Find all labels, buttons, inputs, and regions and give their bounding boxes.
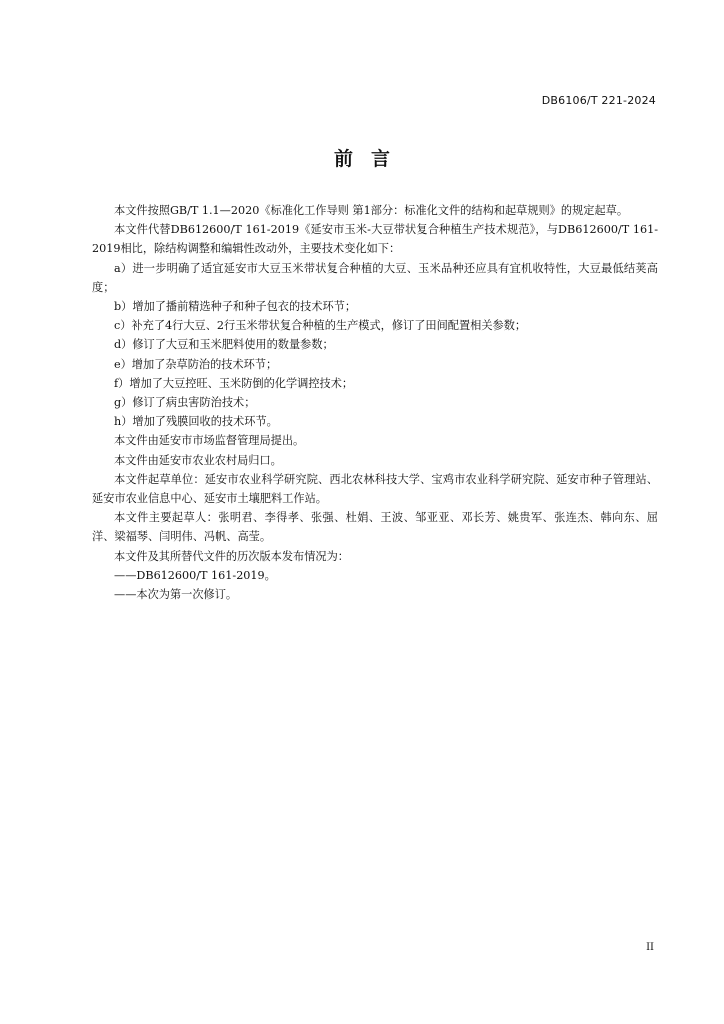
paragraph-drafting-basis: 本文件按照GB/T 1.1—2020《标准化工作导则 第1部分：标准化文件的结构和起草规则》的规定起草。 (114, 204, 629, 217)
change-item-e: e）增加了杂草防治的技术环节； (114, 357, 278, 371)
change-item-g: g）修订了病虫害防治技术； (114, 396, 256, 410)
page-number: II (646, 942, 654, 953)
paragraph-proposer: 本文件由延安市市场监督管理局提出。 (114, 434, 305, 448)
version-history-item: ——本次为第一次修订。 (114, 588, 238, 602)
paragraph-replacement-note: 本文件代替DB612600/T 161-2019《延安市玉米-大豆带状复合种植生产技术规范》，与DB612600/T 161-2019相比，除结构调整和编辑性改动外，主要技术变化如下： (92, 223, 658, 256)
paragraph-drafting-units: 本文件起草单位：延安市农业科学研究院、西北农林科技大学、宝鸡市农业科学研究院、延安市种子管理站、延安市农业信息中心、延安市土壤肥料工作站。 (92, 472, 658, 506)
change-item-c: c）补充了4行大豆、2行玉米带状复合种植的生产模式，修订了田间配置相关参数； (114, 319, 527, 333)
document-body (92, 201, 658, 604)
change-item-f: f）增加了大豆控旺、玉米防倒的化学调控技术； (114, 376, 354, 390)
document-code: DB6106/T 221-2024 (541, 94, 656, 107)
change-item-h: h）增加了残膜回收的技术环节。 (114, 415, 278, 429)
change-item-a: a）进一步明确了适宜延安市大豆玉米带状复合种植的大豆、玉米品种还应具有宜机收特性，大豆最低结荚高度； (92, 261, 658, 294)
paragraph-main-drafters: 本文件主要起草人：张明君、李得孝、张强、杜娟、王波、邹亚亚、邓长芳、姚贵军、张连杰、韩向东、屈洋、梁福琴、闫明伟、冯帆、高莹。 (92, 511, 658, 544)
paragraph-centralized-unit: 本文件由延安市农业农村局归口。 (114, 453, 282, 467)
page-title: 前言 (333, 148, 408, 170)
change-item-b: b）增加了播前精选种子和种子包衣的技术环节； (114, 300, 357, 314)
paragraph-version-history: 本文件及其所替代文件的历次版本发布情况为： (114, 549, 349, 563)
version-history-item: ——DB612600/T 161-2019。 (114, 568, 276, 582)
change-item-d: d）修订了大豆和玉米肥料使用的数量参数； (114, 338, 334, 352)
